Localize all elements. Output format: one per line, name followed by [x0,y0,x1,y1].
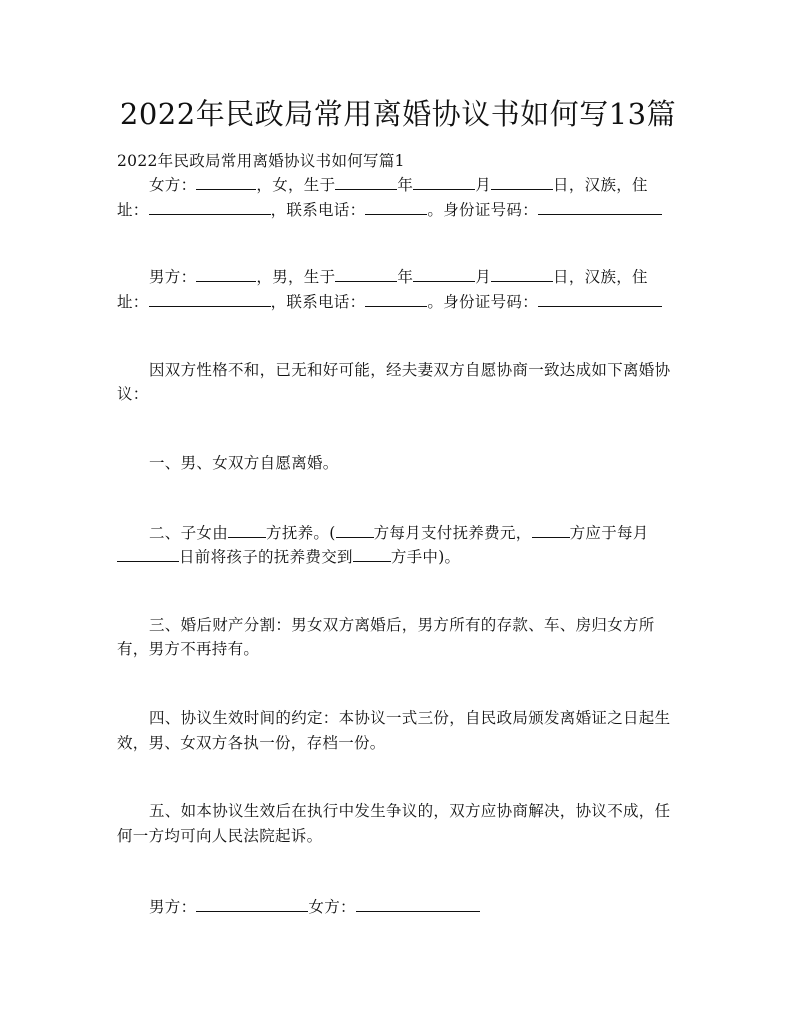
clause-3-line-2: 有，男方不再持有。 [117,640,260,658]
payer-party-blank [336,521,374,538]
woman-year-label: 年 [397,176,414,194]
woman-label: 女方： [149,176,197,194]
clause-2-part-5: 日前将孩子的抚养费交到 [179,548,353,566]
woman-id-label: 。身份证号码： [427,201,539,219]
signature-man-label: 男方： [149,898,197,916]
man-birth-month-blank [413,265,475,282]
preamble-line-1: 因双方性格不和，已无和好可能，经夫妻双方自愿协商一致达成如下离婚协 [149,361,671,379]
signature-woman-label: 女方： [308,898,356,916]
signature-woman-blank [356,895,480,912]
man-month-label: 月 [475,268,492,286]
document-subtitle: 2022年民政局常用离婚协议书如何写篇1 [117,152,405,170]
man-sex-text: ，男，生于 [256,268,336,286]
clause-2-line-2 [117,545,460,568]
woman-phone-blank [365,198,427,215]
man-day-ethnicity: 日，汉族，住 [553,268,648,286]
man-year-label: 年 [397,268,414,286]
clause-2-part-3: 方每月支付抚养费元， [373,524,532,542]
recipient-party-blank [353,545,391,562]
clause-5-line-2: 何一方均可向人民法院起诉。 [117,827,323,845]
man-phone-label: ，联系电话： [270,293,366,311]
woman-day-ethnicity: 日，汉族，住 [553,176,648,194]
signature-line [149,895,480,918]
woman-birth-month-blank [413,173,475,190]
man-address-label: 址： [117,293,149,311]
woman-id-blank [538,198,662,215]
woman-info-line-1 [149,173,648,196]
custody-party-blank [228,521,266,538]
preamble-line-2: 议： [117,385,149,403]
woman-address-blank [149,198,271,215]
clause-5-line-1: 五、如本协议生效后在执行中发生争议的，双方应协商解决，协议不成，任 [149,802,671,820]
man-info-line-1 [149,265,648,288]
clause-1: 一、男、女双方自愿离婚。 [149,454,339,472]
woman-address-label: 址： [117,201,149,219]
clause-4-line-2: 效，男、女双方各执一份，存档一份。 [117,734,386,752]
man-name-blank [196,265,256,282]
woman-birth-year-blank [335,173,397,190]
clause-2-part-4: 方应于每月 [569,524,649,542]
man-phone-blank [365,290,427,307]
man-info-line-2 [117,290,662,313]
man-address-blank [149,290,271,307]
man-birth-day-blank [491,265,553,282]
man-id-blank [538,290,662,307]
payer-party-blank-2 [532,521,570,538]
clause-2-part-6: 方手中)。 [390,548,461,566]
woman-info-line-2 [117,198,662,221]
woman-birth-day-blank [491,173,553,190]
woman-sex-text: ，女，生于 [256,176,336,194]
woman-month-label: 月 [475,176,492,194]
woman-name-blank [196,173,256,190]
document-title: 2022年民政局常用离婚协议书如何写13篇 [119,97,677,131]
man-birth-year-blank [335,265,397,282]
man-id-label: 。身份证号码： [427,293,539,311]
clause-3-line-1: 三、婚后财产分割：男女双方离婚后，男方所有的存款、车、房归女方所 [149,616,655,634]
clause-2-line-1 [149,521,649,544]
signature-man-blank [196,895,308,912]
man-label: 男方： [149,268,197,286]
woman-phone-label: ，联系电话： [270,201,366,219]
clause-2-part-1: 二、子女由 [149,524,229,542]
clause-2-part-2: 方抚养。( [266,524,336,542]
clause-4-line-1: 四、协议生效时间的约定：本协议一式三份，自民政局颁发离婚证之日起生 [149,709,671,727]
payment-day-blank [117,545,179,562]
